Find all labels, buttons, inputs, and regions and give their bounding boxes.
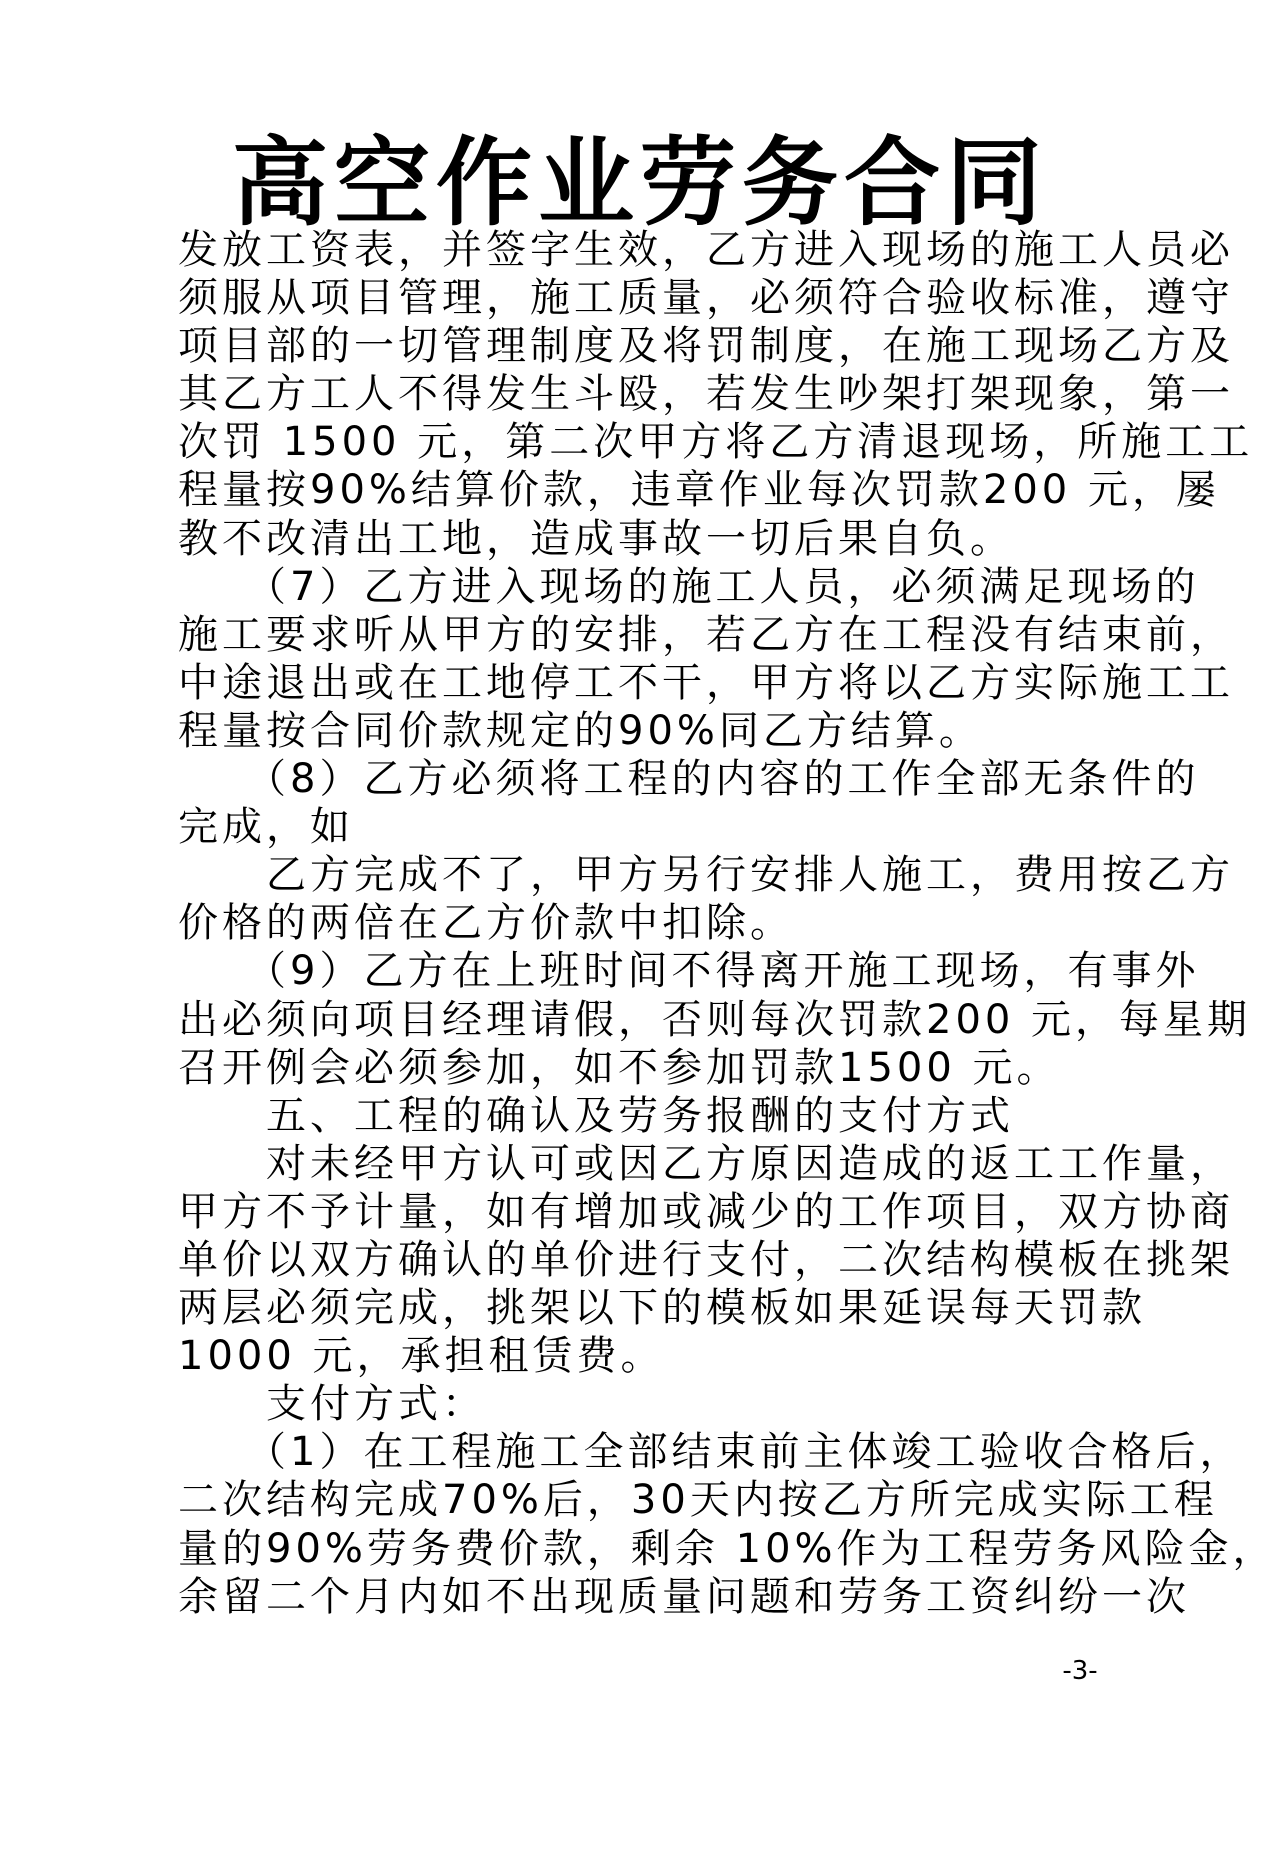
body-text-line: （7）乙方进入现场的施工人员，必须满足现场的 bbox=[178, 563, 1200, 610]
body-text-line: 召开例会必须参加，如不参加罚款1500 元。 bbox=[178, 1044, 1061, 1091]
body-text-line: （8）乙方必须将工程的内容的工作全部无条件的 bbox=[178, 756, 1200, 803]
body-text-line: 支付方式： bbox=[178, 1381, 486, 1428]
body-text-line: 发放工资表，并签字生效，乙方进入现场的施工人员必 bbox=[178, 227, 1234, 273]
body-text-line: 完成，如 bbox=[178, 804, 354, 851]
body-text-line: （9）乙方在上班时间不得离开施工现场，有事外 bbox=[178, 948, 1200, 995]
page-number: -3- bbox=[1062, 1656, 1098, 1686]
body-text-line: 项目部的一切管理制度及将罚制度，在施工现场乙方及 bbox=[178, 323, 1234, 370]
body-text-line: 其乙方工人不得发生斗殴，若发生吵架打架现象，第一 bbox=[178, 371, 1234, 418]
body-text-line: 两层必须完成，挑架以下的模板如果延误每天罚款 bbox=[178, 1285, 1146, 1332]
document-body bbox=[178, 226, 1277, 1621]
body-text-line: 余留二个月内如不出现质量问题和劳务工资纠纷一次 bbox=[178, 1573, 1190, 1620]
body-text-line: 量的90%劳务费价款，剩余 10%作为工程劳务风险金， bbox=[178, 1525, 1277, 1572]
body-text-line: 施工要求听从甲方的安排，若乙方在工程没有结束前， bbox=[178, 611, 1234, 658]
body-text-line: 二次结构完成70%后，30天内按乙方所完成实际工程 bbox=[178, 1477, 1218, 1524]
body-text-line: 程量按90%结算价款，违章作业每次罚款200 元，屡 bbox=[178, 467, 1220, 514]
body-text-line: 次罚 1500 元，第二次甲方将乙方清退现场，所施工工 bbox=[178, 419, 1254, 466]
body-text-line: 五、工程的确认及劳务报酬的支付方式 bbox=[178, 1092, 1014, 1139]
body-text-line: 中途退出或在工地停工不干，甲方将以乙方实际施工工 bbox=[178, 659, 1234, 706]
body-text-line: （1）在工程施工全部结束前主体竣工验收合格后， bbox=[178, 1429, 1244, 1476]
body-text-line: 单价以双方确认的单价进行支付，二次结构模板在挑架 bbox=[178, 1236, 1234, 1283]
body-text-line: 甲方不予计量，如有增加或减少的工作项目，双方协商 bbox=[178, 1188, 1234, 1235]
body-text-line: 程量按合同价款规定的90%同乙方结算。 bbox=[178, 707, 983, 754]
body-text-line: 价格的两倍在乙方价款中扣除。 bbox=[178, 900, 794, 947]
body-text-line: 1000 元，承担租赁费。 bbox=[178, 1333, 665, 1380]
body-text-line: 乙方完成不了，甲方另行安排人施工，费用按乙方 bbox=[178, 852, 1234, 899]
body-text-line: 出必须向项目经理请假，否则每次罚款200 元，每星期 bbox=[178, 996, 1252, 1043]
body-text-line: 须服从项目管理，施工质量，必须符合验收标准，遵守 bbox=[178, 275, 1234, 322]
document-title: 高空作业劳务合同 bbox=[232, 127, 1048, 239]
body-text-line: 对未经甲方认可或因乙方原因造成的返工工作量， bbox=[178, 1140, 1234, 1187]
body-text-line: 教不改清出工地，造成事故一切后果自负。 bbox=[178, 515, 1014, 562]
